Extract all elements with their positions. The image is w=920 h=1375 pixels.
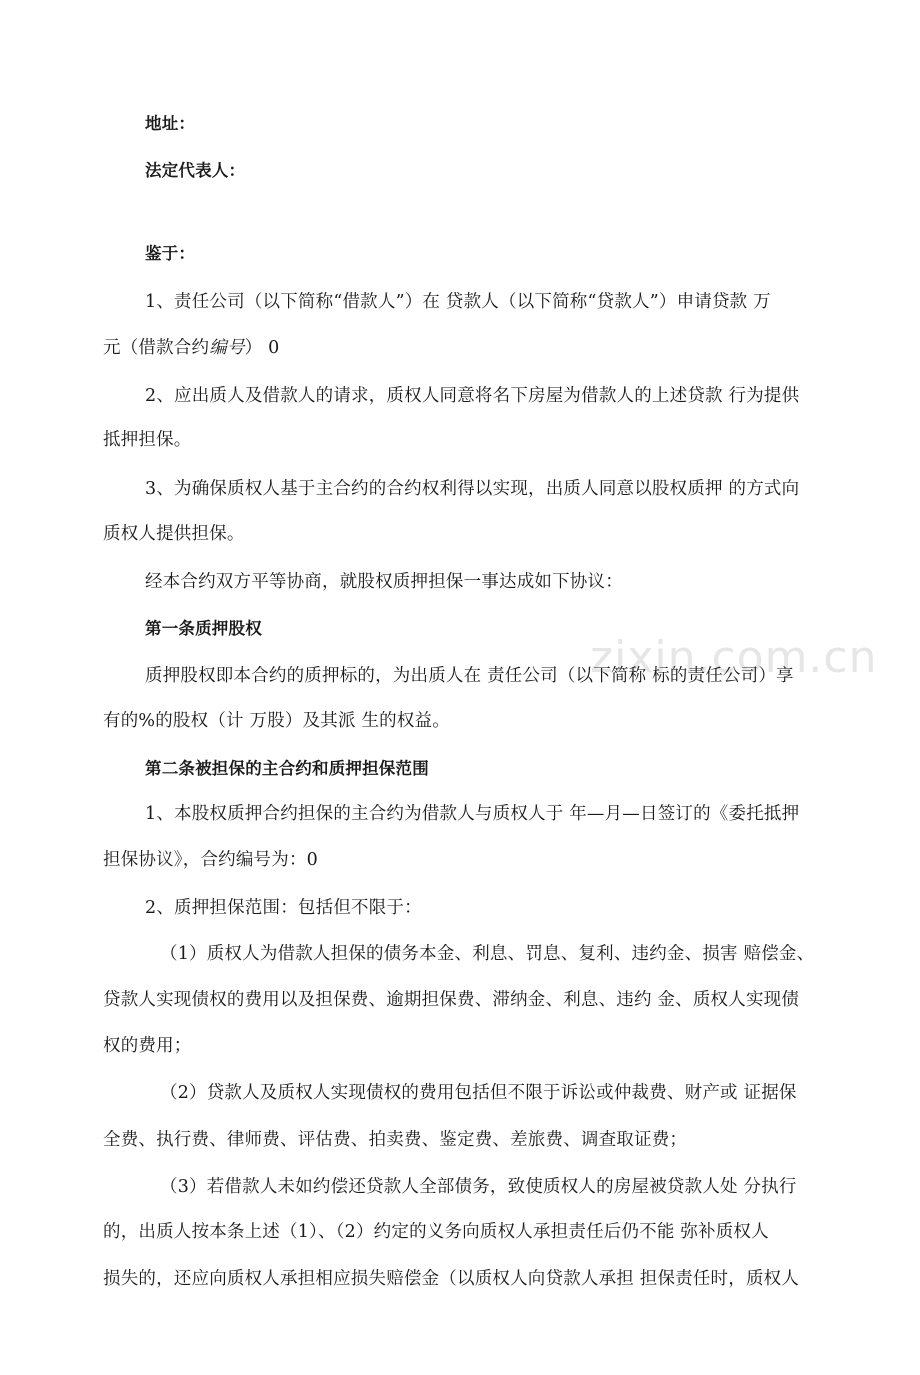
paragraph-1-line-2	[103, 336, 279, 360]
article-1-line-2: 有的%的股权（计 万股）及其派 生的权益。	[103, 711, 450, 731]
paragraph-2-line-2: 抵押担保。	[103, 430, 192, 450]
article-2-title: 第二条被担保的主合约和质押担保范围	[145, 759, 429, 778]
legal-representative-label: 法定代表人：	[145, 161, 246, 180]
article-2-item-1-line-2: 担保协议》，合约编号为：0	[103, 850, 318, 870]
address-label: 地址：	[145, 114, 196, 133]
paragraph-1-line-2-part-b: 编号	[209, 338, 245, 358]
article-2-item-2-2-line-2: 全费、执行费、律师费、评估费、拍卖费、鉴定费、差旅费、调查取证费；	[103, 1130, 688, 1150]
article-2-item-2-1-line-2: 贷款人实现债权的费用以及担保费、逾期担保费、滞纳金、利息、违约 金、质权人实现债	[103, 990, 800, 1010]
paragraph-1-line-2-part-c: ） 0	[244, 338, 280, 358]
paragraph-3-line-2: 质权人提供担保。	[103, 524, 245, 544]
article-2-item-2-3-line-3: 损失的，还应向质权人承担相应损失赔偿金（以质权人向贷款人承担 担保责任时，质权人	[103, 1269, 800, 1289]
article-1-title: 第一条质押股权	[145, 619, 262, 638]
watermark: zixin.com.cn	[590, 632, 878, 683]
article-2-item-2-2-line-1: （2）贷款人及质权人实现债权的费用包括但不限于诉讼或仲裁费、财产或 证据保	[160, 1083, 797, 1103]
paragraph-1-line-2-part-a: 元（借款合约	[103, 338, 210, 358]
paragraph-2-line-1: 2、应出质人及借款人的请求，质权人同意将名下房屋为借款人的上述贷款 行为提供	[145, 386, 800, 406]
paragraph-4-line-1: 经本合约双方平等协商，就股权质押担保一事达成如下协议：	[145, 572, 623, 592]
article-2-item-2-3-line-2: 的，出质人按本条上述（1）、（2）约定的义务向质权人承担责任后仍不能 弥补质权人	[103, 1222, 769, 1242]
whereas-heading: 鉴于：	[145, 244, 196, 263]
article-2-item-1-line-1: 1、本股权质押合约担保的主合约为借款人与质权人于 年—月—日签订的《委托抵押	[145, 804, 800, 824]
article-2-item-2-1-line-1: （1）质权人为借款人担保的债务本金、利息、罚息、复利、违约金、损害 赔偿金、	[160, 944, 815, 964]
article-2-item-2-1-line-3: 权的费用；	[103, 1036, 192, 1056]
article-1-line-1: 质押股权即本合约的质押标的，为出质人在 责任公司（以下简称 标的责任公司）享	[145, 666, 794, 686]
paragraph-3-line-1: 3、为确保质权人基于主合约的合约权利得以实现，出质人同意以股权质押 的方式向	[145, 479, 800, 499]
paragraph-1-line-1: 1、责任公司（以下简称“借款人”）在 贷款人（以下简称“贷款人”）申请贷款 万	[145, 292, 771, 312]
article-2-item-2-line-1: 2、质押担保范围：包括但不限于：	[145, 898, 422, 918]
article-2-item-2-3-line-1: （3）若借款人未如约偿还贷款人全部债务，致使质权人的房屋被贷款人处 分执行	[160, 1177, 797, 1197]
